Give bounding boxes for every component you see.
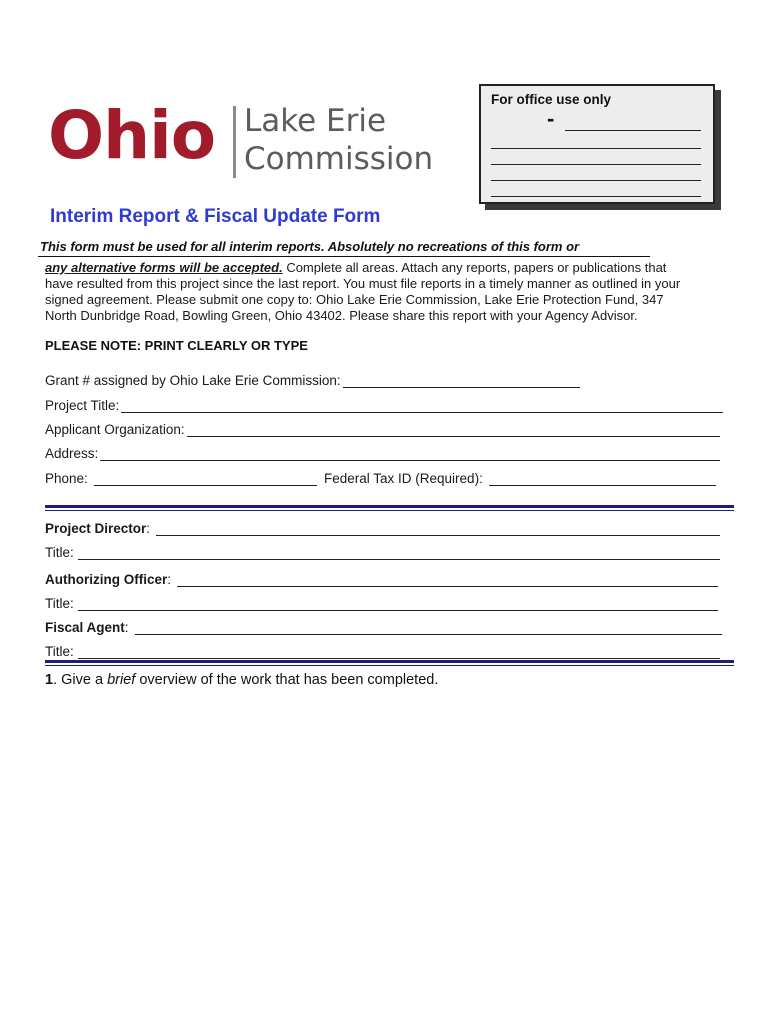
tax-id-field [324, 468, 716, 486]
question-1-post: overview of the work that has been completed. [135, 672, 439, 688]
authorizing-officer-label: Authorizing Officer [45, 572, 168, 587]
office-line-2[interactable] [491, 148, 701, 149]
question-1-pre: . Give a [53, 672, 108, 688]
fiscal-agent-label: Fiscal Agent [45, 620, 125, 635]
project-director-label: Project Director [45, 521, 147, 536]
question-1 [45, 672, 438, 688]
applicant-org-input[interactable] [187, 422, 720, 437]
phone-input[interactable] [94, 471, 317, 486]
director-title-input[interactable] [78, 545, 720, 560]
project-director-field [45, 518, 720, 536]
intro-rest: Complete all areas. Attach any reports, papers or publications that [282, 260, 667, 275]
logo-divider [233, 106, 236, 178]
logo-lake-erie-text: Lake Erie [244, 103, 387, 139]
section-divider-top [45, 505, 734, 508]
office-use-box [479, 84, 715, 204]
project-title-input[interactable] [121, 398, 723, 413]
logo-commission-text: Commission [244, 141, 434, 177]
office-line-5[interactable] [491, 196, 701, 197]
section-divider-bottom [45, 660, 734, 663]
grant-number-input[interactable] [343, 373, 580, 388]
print-clearly-note: PLEASE NOTE: PRINT CLEARLY OR TYPE [45, 338, 308, 353]
project-director-colon: : [146, 521, 151, 536]
phone-field [45, 468, 317, 486]
fiscal-title-field [45, 641, 720, 659]
intro-line-4: North Dunbridge Road, Bowling Green, Ohio 43402. Please share this report with your Agency Advisor. [45, 308, 638, 323]
intro-emphasis: any alternative forms will be accepted. [45, 260, 283, 275]
tax-id-input[interactable] [489, 471, 716, 486]
director-title-field [45, 542, 720, 560]
office-line-1[interactable] [565, 130, 701, 131]
fiscal-agent-input[interactable] [135, 620, 722, 635]
tax-id-label: Federal Tax ID (Required): [324, 471, 483, 486]
logo-ohio-text: Ohio [48, 97, 216, 174]
ohio-lake-erie-commission-logo [48, 96, 448, 186]
address-input[interactable] [100, 446, 720, 461]
address-label: Address: [45, 446, 99, 461]
fiscal-title-label: Title: [45, 644, 74, 659]
officer-title-field [45, 593, 718, 611]
fiscal-title-input[interactable] [78, 644, 720, 659]
director-title-label: Title: [45, 545, 74, 560]
question-1-number: 1 [45, 672, 54, 688]
office-line-4[interactable] [491, 180, 701, 181]
address-field [45, 443, 720, 461]
intro-line-3: signed agreement. Please submit one copy to: Ohio Lake Erie Commission, Lake Erie Protection Fund, 347 [45, 292, 664, 307]
authorizing-officer-colon: : [167, 572, 172, 587]
phone-label: Phone: [45, 471, 88, 486]
office-use-dash: - [547, 106, 555, 131]
intro-line-2: have resulted from this project since the last report. You must file reports in a timely manner as outlined in your [45, 276, 681, 291]
form-title: Interim Report & Fiscal Update Form [50, 206, 381, 227]
intro-strong-underline [38, 256, 650, 257]
intro-line-1 [45, 260, 666, 275]
project-title-field [45, 395, 723, 413]
fiscal-agent-colon: : [124, 620, 129, 635]
applicant-org-field [45, 419, 720, 437]
office-line-3[interactable] [491, 164, 701, 165]
fiscal-agent-field [45, 617, 722, 635]
office-use-title: For office use only [491, 92, 612, 107]
section-divider-bottom-thin [45, 665, 734, 666]
intro-strong-text: This form must be used for all interim reports. Absolutely no recreations of this form or [40, 239, 580, 254]
authorizing-officer-field [45, 569, 718, 587]
authorizing-officer-input[interactable] [177, 572, 718, 587]
question-1-emphasis: brief [107, 672, 136, 688]
officer-title-input[interactable] [78, 596, 718, 611]
project-director-input[interactable] [156, 521, 720, 536]
grant-number-field [45, 370, 580, 388]
project-title-label: Project Title: [45, 398, 120, 413]
grant-number-label: Grant # assigned by Ohio Lake Erie Commission: [45, 373, 341, 388]
section-divider-top-thin [45, 510, 734, 511]
applicant-org-label: Applicant Organization: [45, 422, 185, 437]
officer-title-label: Title: [45, 596, 74, 611]
